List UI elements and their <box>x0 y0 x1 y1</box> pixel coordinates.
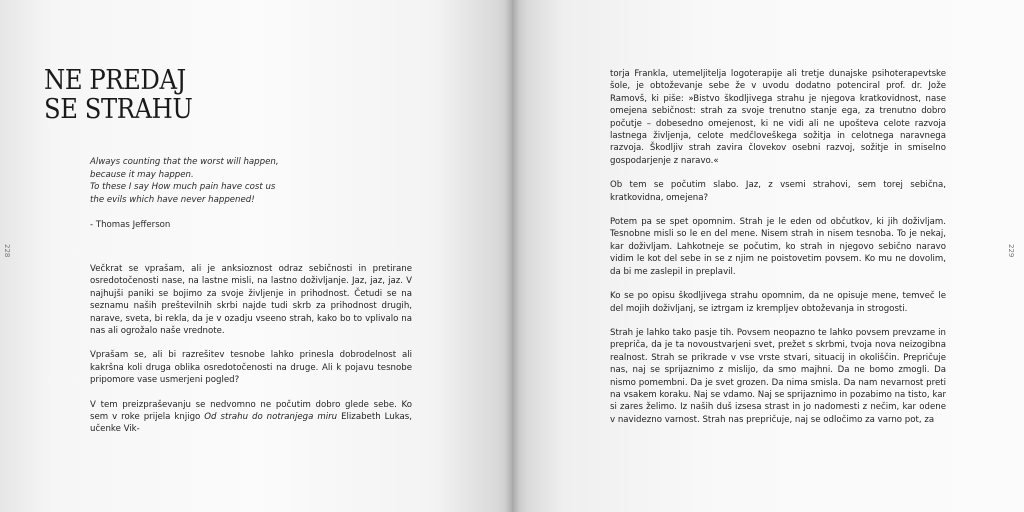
right-body-text <box>610 68 946 438</box>
right-paragraph-4: Ko se po opisu škodljivega strahu opomnim, da ne opisuje mene, temveč le del mojih doživljanj, se iztrgam iz krempljev obtoževanja in strogosti. <box>610 291 946 314</box>
left-body-text <box>90 263 412 448</box>
right-paragraph-1: torja Frankla, utemeljitelja logoterapije ali tretje dunajske psihoterapevtske šole, je obtoževanje sebe že v uvodu dodatno potenciral prof. dr. Jože Ramovš, ki piše: »Bistvo škodljivega strahu je njegova kratkovidnost, nase omejena sebičnost: strah za svoje trenutno stanje ega, za trenutno dobro počutje – dobesedno omejenost, ki ne vidi ali ne upošteva celote razvoja lastnega življenja, celote medčloveškega sožitja in celotnega naravnega razvoja. Škodljiv strah zavira človekov osebni razvoj, sožitje in smiselno gospodarjenje z naravo.« <box>610 69 946 166</box>
chapter-title <box>44 66 192 124</box>
chapter-title-line-1: NE PREDAJ <box>44 65 186 96</box>
left-paragraph-1: Večkrat se vprašam, ali je anksioznost odraz sebičnosti in pretirane osredotočenosti nase, na lastne misli, na lastno doživljanje. Jaz, jaz, jaz. V najhujši paniki se bojimo za svoje življenje in prihodnost. Četudi se na seznamu naših preštevilnih skrbi najde tudi skrb za prihodnost drugih, narave, sveta, bi rekla, da je v ozadju vseeno strah, kako bo to vplivalo na nas ali ogrožalo naše vrednote. <box>90 264 412 337</box>
quote-line-2: because it may happen. <box>90 169 194 180</box>
right-page <box>512 0 1024 512</box>
book-title-italic: Od strahu do notranjega miru <box>204 412 338 423</box>
epigraph-quote <box>90 156 390 206</box>
chapter-title-line-2: SE STRAHU <box>44 94 193 125</box>
right-paragraph-3: Potem pa se spet opomnim. Strah je le eden od občutkov, ki jih doživljam. Tesnobne misli so le en del mene. Nisem strah in nisem tesnoba. To je nekaj, kar doživljam. Lahkotneje se počutim, ko strah in njegovo sebično naravo vidim le kot del sebe in se z njim ne poistovetim povsem. Ko mu ne dovolim, da bi me zaslepil in preplavil. <box>610 217 946 277</box>
left-paragraph-3-start: V tem preizpraševanju se nedvomno ne počutim dobro glede sebe. Ko sem v roke prijela knjigo <box>90 399 412 423</box>
left-paragraph-3-end: Elizabeth Lukas, učenke Vik- <box>90 412 413 435</box>
quote-author: - Thomas Jefferson <box>90 220 171 230</box>
page-number-left: 228 <box>3 244 11 258</box>
left-paragraph-2: Vprašam se, ali bi razrešitev tesnobe lahko prinesla dobrodelnost ali kakršna koli druga oblika osredotočenosti na druge. Ali k pojavu tesnobe pripomore vase usmerjeni pogled? <box>90 350 412 386</box>
quote-line-3: To these I say How much pain have cost us <box>90 182 276 192</box>
right-paragraph-2: Ob tem se počutim slabo. Jaz, z vsemi strahovi, sem torej sebična, kratkovidna, omejena? <box>610 180 946 203</box>
book-gutter-shadow <box>505 0 519 512</box>
quote-line-4: the evils which have never happened! <box>90 194 255 205</box>
right-paragraph-5: Strah je lahko tako pasje tih. Povsem neopazno te lahko povsem prevzame in prepriča, da je ta novoustvarjeni svet, prežet s skrbmi, tvoja nova neizogibna realnost. Strah se prikrade v vse vrste stvari, situacij in okoliščin. Prepričuje nas, naj se sprijaznimo z mislijo, da smo majhni. Da ne bomo zmogli. Da nismo pomembni. Da je svet grozen. Da nima smisla. Da nam nevarnost preti na vsakem koraku. Naj se vdamo. Naj se sprijaznimo in pozabimo na tisto, kar si zares želimo. Iz naših duš izsesa strast in jo nadomesti z nečim, kar odene v navidezno varnost. Strah nas prepričuje, naj se odločimo za varno pot, za <box>610 327 946 425</box>
page-number-right: 229 <box>1006 244 1015 258</box>
quote-line-1: Always counting that the worst will happen, <box>90 157 279 167</box>
left-paragraph-3 <box>90 399 412 436</box>
